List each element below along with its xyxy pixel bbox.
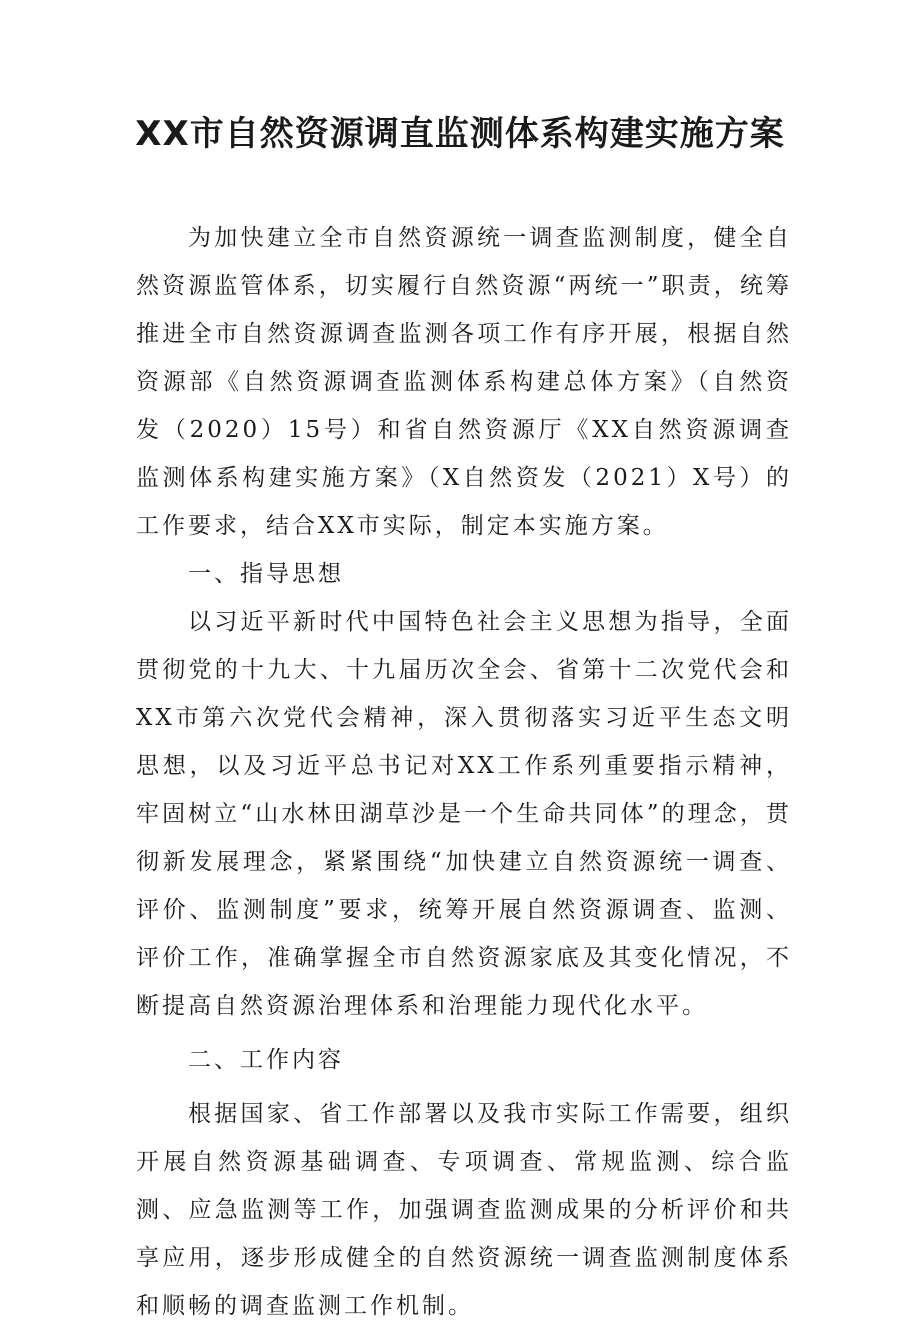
section-paragraph-guiding-ideology: 以习近平新时代中国特色社会主义思想为指导，全面贯彻党的十九大、十九届历次全会、省第十二次党代会和XX市第六次党代会精神，深入贯彻落实习近平生态文明思想，以及习近平总书记对XX工作系列重要指示精神，牢固树立“山水林田湖草沙是一个生命共同体”的理念，贯彻新发展理念，紧紧围绕“加快建立自然资源统一调查、评价、监测制度”要求，统筹开展自然资源调查、监测、评价工作，准确掌握全市自然资源家底及其变化情况，不断提高自然资源治理体系和治理能力现代化水平。	[136, 609, 792, 1019]
section-heading-work-content: 二、工作内容	[188, 1047, 344, 1073]
section-heading-guiding-ideology: 一、指导思想	[188, 561, 344, 587]
document-title: XX市自然资源调直监测体系构建实施方案	[135, 114, 785, 154]
section-paragraph-work-content: 根据国家、省工作部署以及我市实际工作需要，组织开展自然资源基础调查、专项调查、常规监测、综合监测、应急监测等工作，加强调查监测成果的分析评价和共享应用，逐步形成健全的自然资源统一调查监测制度体系和顺畅的调查监测工作机制。	[136, 1101, 792, 1319]
document-body	[136, 214, 792, 1330]
intro-paragraph: 为加快建立全市自然资源统一调查监测制度，健全自然资源监管体系，切实履行自然资源“两统一”职责，统筹推进全市自然资源调查监测各项工作有序开展，根据自然资源部《自然资源调查监测体系构建总体方案》（自然资发（2020）15号）和省自然资源厅《XX自然资源调查监测体系构建实施方案》（X自然资发（2021）X号）的工作要求，结合XX市实际，制定本实施方案。	[136, 225, 792, 539]
